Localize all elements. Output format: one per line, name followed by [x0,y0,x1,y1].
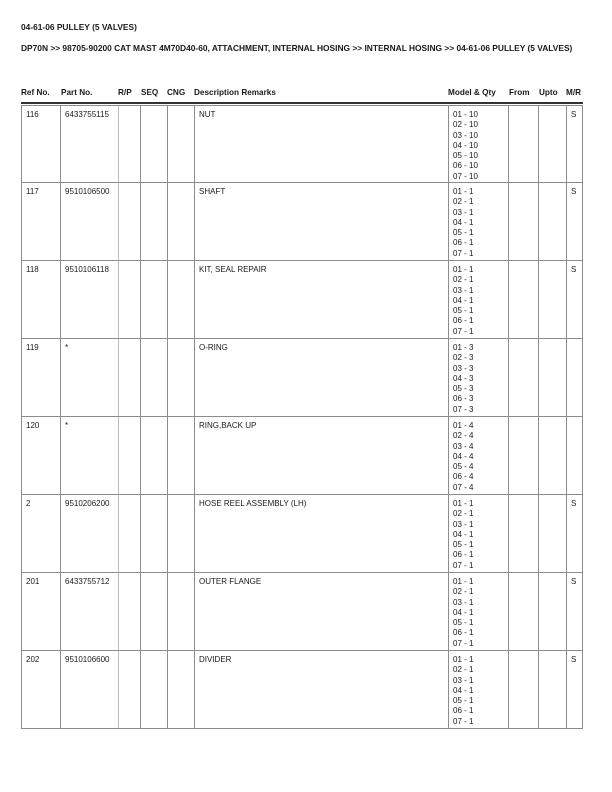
table-row [21,105,583,183]
model-qty-line: 01 - 4 [453,421,474,430]
model-qty-line: 07 - 1 [453,560,474,570]
table-row [21,651,583,729]
header-model-qty: Model & Qty [448,88,496,97]
model-qty-line: 03 - 3 [453,363,474,373]
model-qty-line: 03 - 1 [453,207,474,217]
mr-cell: S [566,651,583,728]
upto-cell [538,573,566,650]
model-qty-line: 05 - 1 [453,618,474,628]
model-qty-line: 06 - 1 [453,706,474,716]
upto-cell [538,261,566,338]
ref-no-cell: 118 [21,261,60,338]
model-qty-line: 04 - 1 [453,685,474,695]
model-qty-line: 01 - 1 [453,265,474,274]
seq-cell [140,106,167,182]
ref-no-cell: 119 [21,339,60,416]
cng-cell [167,339,194,416]
header-cng: CNG [167,88,186,97]
ref-no-cell: 202 [21,651,60,728]
description-cell: O-RING [194,339,448,416]
upto-cell [538,106,566,182]
model-qty-line: 02 - 1 [453,509,474,519]
part-no-cell: 9510206200 [60,495,118,572]
part-no-cell: * [60,339,118,416]
part-no-cell: 6433755712 [60,573,118,650]
model-qty-line: 02 - 10 [453,120,478,130]
header-part-no: Part No. [61,88,93,97]
part-no-cell: 9510106118 [60,261,118,338]
cng-cell [167,651,194,728]
from-cell [508,651,538,728]
table-row [21,339,583,417]
model-qty-line: 04 - 4 [453,451,474,461]
from-cell [508,495,538,572]
mr-cell: S [566,261,583,338]
mr-cell [566,417,583,494]
cng-cell [167,495,194,572]
part-no-cell: 6433755115 [60,106,118,182]
model-qty-line: 02 - 1 [453,665,474,675]
mr-cell: S [566,183,583,260]
ref-no-cell: 120 [21,417,60,494]
seq-cell [140,261,167,338]
model-qty-line: 01 - 1 [453,499,474,508]
table-row [21,573,583,651]
upto-cell [538,339,566,416]
model-qty-cell [448,339,508,416]
model-qty-line: 04 - 1 [453,295,474,305]
from-cell [508,106,538,182]
model-qty-line: 03 - 1 [453,675,474,685]
model-qty-line: 02 - 1 [453,587,474,597]
from-cell [508,417,538,494]
upto-cell [538,417,566,494]
from-cell [508,339,538,416]
model-qty-line: 03 - 4 [453,441,474,451]
model-qty-cell [448,106,508,182]
model-qty-line: 02 - 1 [453,197,474,207]
description-cell: NUT [194,106,448,182]
mr-cell: S [566,106,583,182]
model-qty-line: 06 - 1 [453,238,474,248]
model-qty-line: 02 - 1 [453,275,474,285]
parts-table [21,105,583,729]
model-qty-line: 03 - 1 [453,597,474,607]
description-cell: HOSE REEL ASSEMBLY (LH) [194,495,448,572]
mr-cell: S [566,495,583,572]
model-qty-line: 04 - 10 [453,140,478,150]
ref-no-cell: 201 [21,573,60,650]
model-qty-line: 04 - 1 [453,607,474,617]
model-qty-line: 01 - 1 [453,187,474,196]
part-no-cell: * [60,417,118,494]
ref-no-cell: 116 [21,106,60,182]
model-qty-line: 06 - 4 [453,472,474,482]
seq-cell [140,573,167,650]
table-row [21,261,583,339]
from-cell [508,183,538,260]
breadcrumb: DP70N >> 98705-90200 CAT MAST 4M70D40-60, ATTACHMENT, INTERNAL HOSING >> INTERNAL HOSING >> 04-61-06 PULLEY (5 VALVES) [21,43,573,53]
part-no-cell: 9510106600 [60,651,118,728]
model-qty-line: 05 - 1 [453,696,474,706]
model-qty-line: 06 - 3 [453,394,474,404]
model-qty-line: 04 - 3 [453,373,474,383]
cng-cell [167,106,194,182]
cng-cell [167,573,194,650]
model-qty-line: 05 - 1 [453,228,474,238]
model-qty-line: 05 - 10 [453,151,478,161]
upto-cell [538,183,566,260]
model-qty-cell [448,183,508,260]
description-cell: SHAFT [194,183,448,260]
seq-cell [140,183,167,260]
mr-cell: S [566,573,583,650]
model-qty-line: 05 - 4 [453,462,474,472]
model-qty-line: 07 - 1 [453,716,474,726]
ref-no-cell: 2 [21,495,60,572]
from-cell [508,573,538,650]
header-rp: R/P [118,88,132,97]
model-qty-line: 07 - 1 [453,638,474,648]
header-mr: M/R [566,88,582,97]
model-qty-cell [448,261,508,338]
ref-no-cell: 117 [21,183,60,260]
table-row [21,417,583,495]
table-row [21,495,583,573]
model-qty-line: 06 - 1 [453,550,474,560]
model-qty-line: 03 - 1 [453,519,474,529]
model-qty-line: 07 - 1 [453,326,474,336]
cng-cell [167,417,194,494]
rp-cell [118,106,140,182]
model-qty-line: 05 - 1 [453,540,474,550]
header-from: From [509,88,530,97]
header-ref-no: Ref No. [21,88,50,97]
header-upto: Upto [539,88,558,97]
model-qty-cell [448,495,508,572]
model-qty-line: 02 - 4 [453,431,474,441]
model-qty-line: 06 - 1 [453,628,474,638]
rp-cell [118,573,140,650]
cng-cell [167,261,194,338]
model-qty-line: 06 - 10 [453,161,478,171]
model-qty-line: 02 - 3 [453,353,474,363]
model-qty-line: 01 - 1 [453,655,474,664]
rp-cell [118,261,140,338]
model-qty-line: 07 - 1 [453,248,474,258]
model-qty-cell [448,651,508,728]
rp-cell [118,417,140,494]
model-qty-line: 04 - 1 [453,217,474,227]
model-qty-line: 04 - 1 [453,529,474,539]
from-cell [508,261,538,338]
model-qty-line: 07 - 3 [453,404,474,414]
seq-cell [140,651,167,728]
model-qty-line: 03 - 1 [453,285,474,295]
rp-cell [118,651,140,728]
upto-cell [538,651,566,728]
rp-cell [118,495,140,572]
header-divider [21,102,583,104]
model-qty-line: 06 - 1 [453,316,474,326]
model-qty-cell [448,573,508,650]
rp-cell [118,339,140,416]
table-row [21,183,583,261]
model-qty-line: 07 - 4 [453,482,474,492]
model-qty-line: 05 - 3 [453,384,474,394]
description-cell: RING,BACK UP [194,417,448,494]
model-qty-line: 01 - 1 [453,577,474,586]
page-title: 04-61-06 PULLEY (5 VALVES) [21,22,137,32]
header-seq: SEQ [141,88,159,97]
model-qty-line: 01 - 10 [453,110,478,119]
mr-cell [566,339,583,416]
description-cell: OUTER FLANGE [194,573,448,650]
header-description: Description Remarks [194,88,276,97]
seq-cell [140,495,167,572]
cng-cell [167,183,194,260]
upto-cell [538,495,566,572]
model-qty-line: 07 - 10 [453,171,478,181]
model-qty-line: 01 - 3 [453,343,474,352]
model-qty-line: 05 - 1 [453,306,474,316]
seq-cell [140,339,167,416]
description-cell: DIVIDER [194,651,448,728]
model-qty-cell [448,417,508,494]
model-qty-line: 03 - 10 [453,130,478,140]
description-cell: KIT, SEAL REPAIR [194,261,448,338]
rp-cell [118,183,140,260]
part-no-cell: 9510106500 [60,183,118,260]
seq-cell [140,417,167,494]
